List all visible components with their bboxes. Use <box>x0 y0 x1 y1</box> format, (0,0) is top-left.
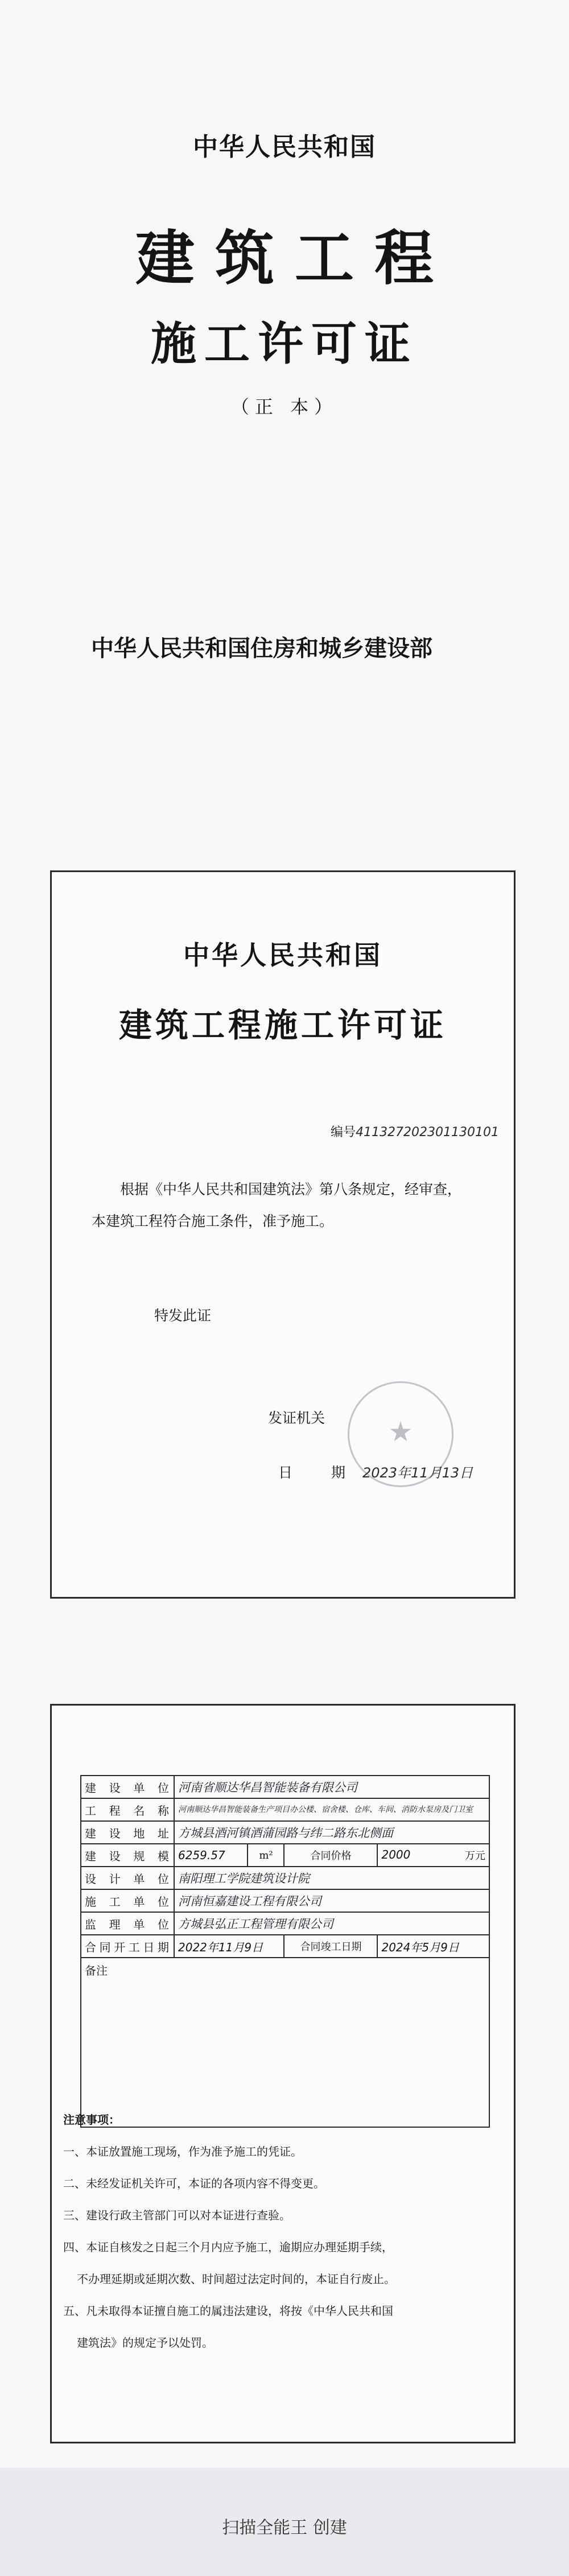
table-row <box>81 1867 489 1889</box>
end-date-label: 合同竣工日期 <box>284 1935 377 1958</box>
details-page <box>50 1704 516 2443</box>
table-row <box>81 1912 489 1935</box>
price-unit: 万元 <box>465 1850 485 1862</box>
price-amount: 2000 <box>381 1848 411 1861</box>
certificate-date-value: 2023年11月13日 <box>362 1465 473 1481</box>
scale-unit: m² <box>248 1844 284 1867</box>
price-value <box>377 1844 489 1867</box>
price-label: 合同价格 <box>284 1844 377 1867</box>
note-item: 三、建设行政主管部门可以对本证进行查验。 <box>63 2208 291 2222</box>
certificate-body-line2: 本建筑工程符合施工条件，准予施工。 <box>92 1213 334 1229</box>
certificate-date <box>278 1462 473 1482</box>
certificate-page <box>50 870 516 1599</box>
row-value: 河南恒嘉建设工程有限公司 <box>174 1889 489 1912</box>
table-row <box>81 1798 489 1821</box>
table-row <box>81 1889 489 1912</box>
table-row <box>81 1844 489 1867</box>
table-row <box>81 1776 489 1798</box>
certificate-number-value: 411327202301130101 <box>356 1125 499 1140</box>
notes-section <box>63 2104 501 2359</box>
row-value: 方城县酒河镇酒蒲园路与纬二路东北侧面 <box>174 1821 489 1844</box>
start-date-value: 2022年11月9日 <box>174 1935 284 1958</box>
project-info-table <box>80 1775 490 2128</box>
scanner-watermark-text: 扫描全能王 创建 <box>222 2518 347 2538</box>
remarks-cell <box>81 1958 489 2127</box>
table-row <box>81 1958 489 2127</box>
row-value: 方城县弘正工程管理有限公司 <box>174 1912 489 1935</box>
note-item: 建筑法》的规定予以处罚。 <box>77 2336 213 2350</box>
cover-copy-type: （正 本） <box>230 396 339 418</box>
row-label: 建设单位 <box>81 1776 174 1798</box>
scanner-footer <box>0 2468 569 2576</box>
row-label: 建设地址 <box>81 1821 174 1844</box>
remarks-label: 备注 <box>85 1964 108 1978</box>
certificate-number <box>331 1122 499 1140</box>
notes-title: 注意事项： <box>63 2113 120 2127</box>
row-label: 设计单位 <box>81 1867 174 1889</box>
row-label: 监理单位 <box>81 1912 174 1935</box>
certificate-title: 建筑工程施工许可证 <box>118 1006 447 1045</box>
certificate-country: 中华人民共和国 <box>183 940 382 971</box>
cover-page <box>0 0 569 825</box>
row-label: 合同开工日期 <box>81 1935 174 1958</box>
row-label: 工程名称 <box>81 1798 174 1821</box>
cover-subtitle: 施工许可证 <box>151 317 418 370</box>
table-row <box>81 1821 489 1844</box>
row-value: 河南省顺达华昌智能装备有限公司 <box>174 1776 489 1798</box>
certificate-special: 特发此证 <box>154 1307 212 1324</box>
note-item: 一、本证放置施工现场，作为准予施工的凭证。 <box>63 2145 302 2158</box>
end-date-value: 2024年5月9日 <box>377 1935 489 1958</box>
note-item: 二、未经发证机关许可，本证的各项内容不得变更。 <box>63 2177 325 2190</box>
scale-value: 6259.57 <box>174 1844 248 1867</box>
cover-ministry: 中华人民共和国住房和城乡建设部 <box>91 635 432 662</box>
seal-star-icon: ★ <box>388 1416 413 1448</box>
note-item: 不办理延期或延期次数、时间超过法定时间的，本证自行废止。 <box>77 2272 395 2286</box>
note-item: 四、本证自核发之日起三个月内应予施工，逾期应办理延期手续， <box>63 2240 393 2254</box>
note-item: 五、凡未取得本证擅自施工的属违法建设，将按《中华人民共和国 <box>63 2304 393 2318</box>
row-value: 南阳理工学院建筑设计院 <box>174 1867 489 1889</box>
row-label: 建设规模 <box>81 1844 174 1867</box>
row-label: 施工单位 <box>81 1889 174 1912</box>
certificate-body-line1: 根据《中华人民共和国建筑法》第八条规定，经审查， <box>120 1181 462 1198</box>
cover-country: 中华人民共和国 <box>193 133 376 162</box>
cover-title: 建筑工程 <box>135 223 454 293</box>
certificate-issuer-label: 发证机关 <box>268 1410 325 1426</box>
row-value: 河南顺达华昌智能装备生产项目办公楼、宿舍楼、仓库、车间、消防水泵房及门卫室 <box>174 1798 489 1821</box>
certificate-body <box>92 1174 490 1237</box>
table-row <box>81 1935 489 1958</box>
certificate-date-label: 日 期 <box>278 1464 362 1481</box>
certificate-number-label: 编号 <box>331 1125 356 1140</box>
